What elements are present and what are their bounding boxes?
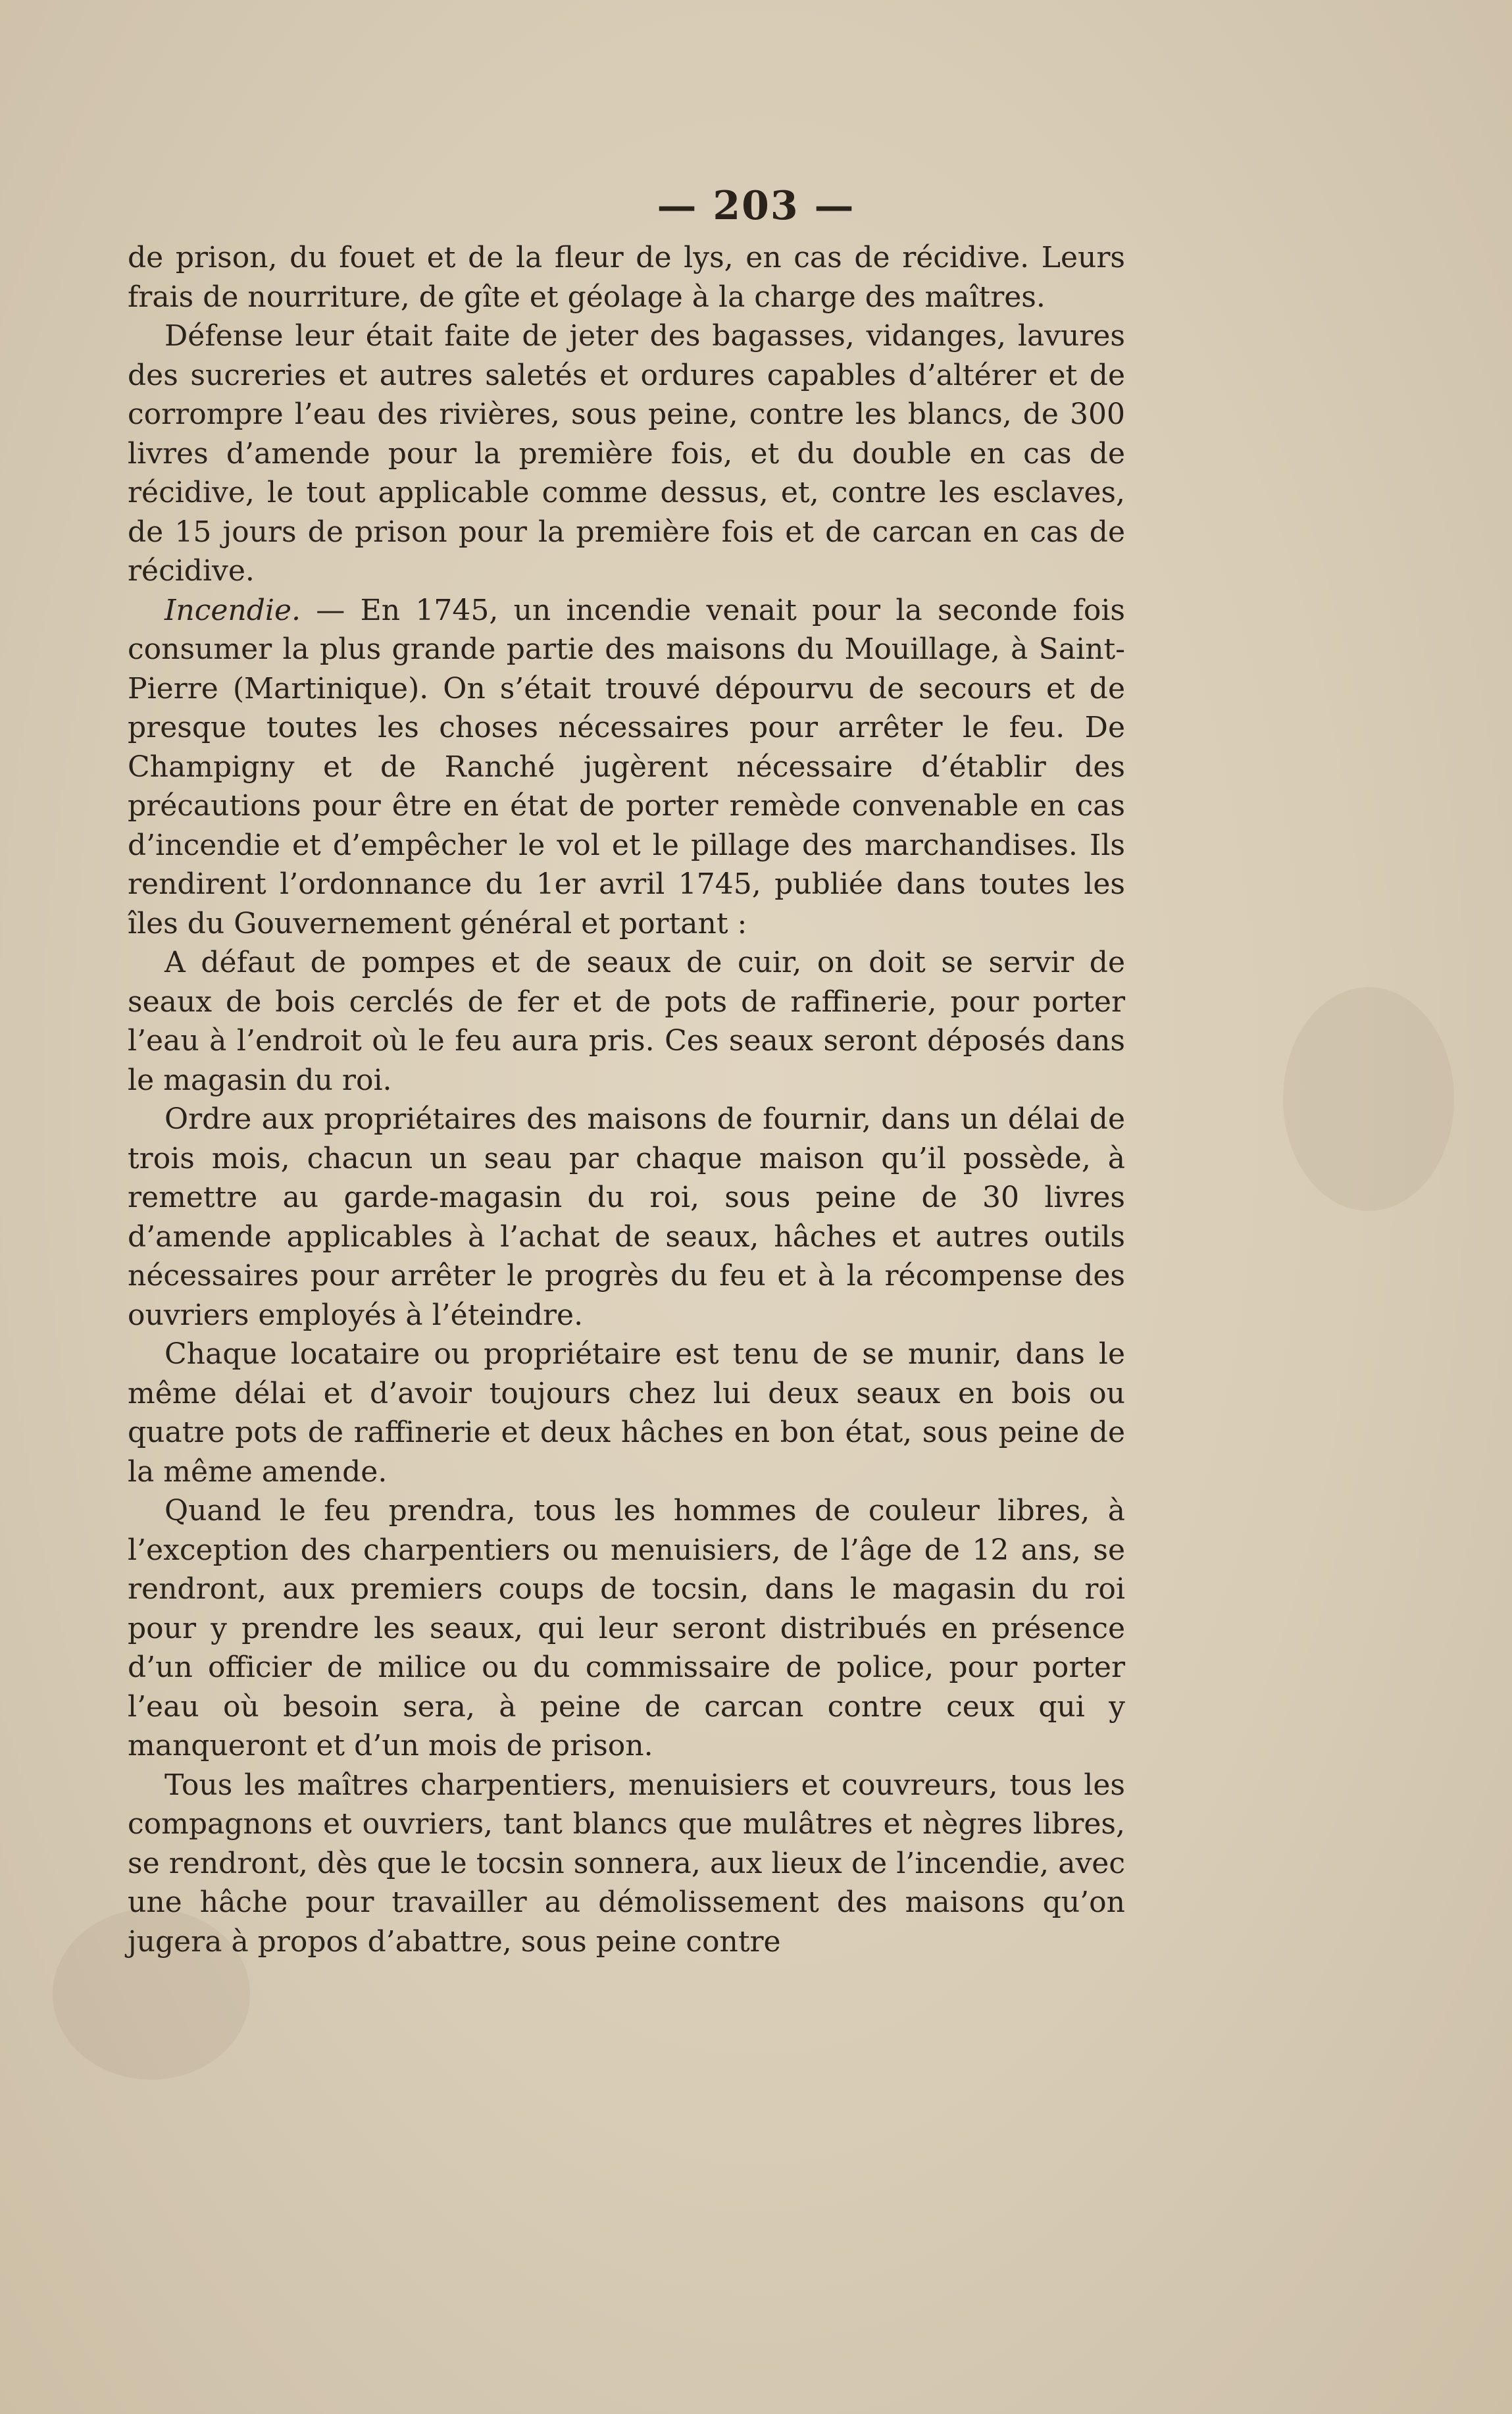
section-heading-incendie: Incendie. — [164, 593, 301, 627]
page-number: — 203 — — [657, 183, 855, 229]
paragraph-text: Chaque locataire ou propriétaire est tenu de se munir, dans le même délai et d’avoir toujours chez lui deux seaux en bois ou quatre pots de raffinerie et deux hâches en bon état, sous peine de la même amende. — [128, 1337, 1125, 1489]
paragraph-text: Quand le feu prendra, tous les hommes de couleur libres, à l’exception des charpentiers ou menuisiers, de l’âge de 12 ans, se rendront, aux premiers coups de tocsin, dans le magasin du roi pour y prendre les seaux, qui leur seront distribués en présence d’un officier de milice ou du commissaire de police, pour porter l’eau où besoin sera, à peine de carcan contre ceux qui y manqueront et d’un mois de prison. — [128, 1494, 1125, 1762]
paragraph — [128, 1766, 1125, 1962]
body-text — [128, 238, 1125, 1961]
paragraph-text: Ordre aux propriétaires des maisons de fournir, dans un délai de trois mois, chacun un seau par chaque maison qu’il possède, à remettre au garde-magasin du roi, sous peine de 30 livres d’amende applicables à l’achat de seaux, hâches et autres outils nécessaires pour arrêter le progrès du feu et à la récompense des ouvriers employés à l’éteindre. — [128, 1102, 1125, 1332]
paragraph — [128, 1491, 1125, 1766]
paragraph — [128, 1335, 1125, 1491]
paragraph-text: A défaut de pompes et de seaux de cuir, on doit se servir de seaux de bois cerclés de fer et de pots de raffinerie, pour porter l’eau à l’endroit où le feu aura pris. Ces seaux seront déposés dans le magasin du roi. — [128, 946, 1125, 1097]
paragraph — [128, 591, 1125, 944]
paragraph-text: — En 1745, un incendie venait pour la seconde fois consumer la plus grande partie des maisons du Mouillage, à Saint-Pierre (Martinique). On s’était trouvé dépourvu de secours et de presque toutes les choses nécessaires pour arrêter le feu. De Champigny et de Ranché jugèrent nécessaire d’établir des précautions pour être en état de porter remède convenable en cas d’incendie et d’empêcher le vol et le pillage des marchandises. Ils rendirent l’ordonnance du 1er avril 1745, publiée dans toutes les îles du Gouvernement général et portant : — [128, 593, 1125, 940]
paragraph-text: de prison, du fouet et de la fleur de lys, en cas de récidive. Leurs frais de nourriture, de gîte et géolage à la charge des maîtres. — [128, 241, 1125, 314]
paragraph-text: Défense leur était faite de jeter des bagasses, vidanges, lavures des sucreries et autres saletés et ordures capables d’altérer et de corrompre l’eau des rivières, sous peine, contre les blancs, de 300 livres d’amende pour la première fois, et du double en cas de récidive, le tout applicable comme dessus, et, contre les esclaves, de 15 jours de prison pour la première fois et de carcan en cas de récidive. — [128, 319, 1125, 588]
paper-stain — [1283, 987, 1454, 1211]
paragraph — [128, 238, 1125, 317]
paragraph — [128, 317, 1125, 591]
paragraph-text: Tous les maîtres charpentiers, menuisiers et couvreurs, tous les compagnons et ouvriers, tant blancs que mulâtres et nègres libres, se rendront, dès que le tocsin sonnera, aux lieux de l’incendie, avec une hâche pour travailler au démolissement des maisons qu’on jugera à propos d’abattre, sous peine contre — [128, 1768, 1125, 1959]
paragraph — [128, 1100, 1125, 1335]
paragraph — [128, 943, 1125, 1100]
